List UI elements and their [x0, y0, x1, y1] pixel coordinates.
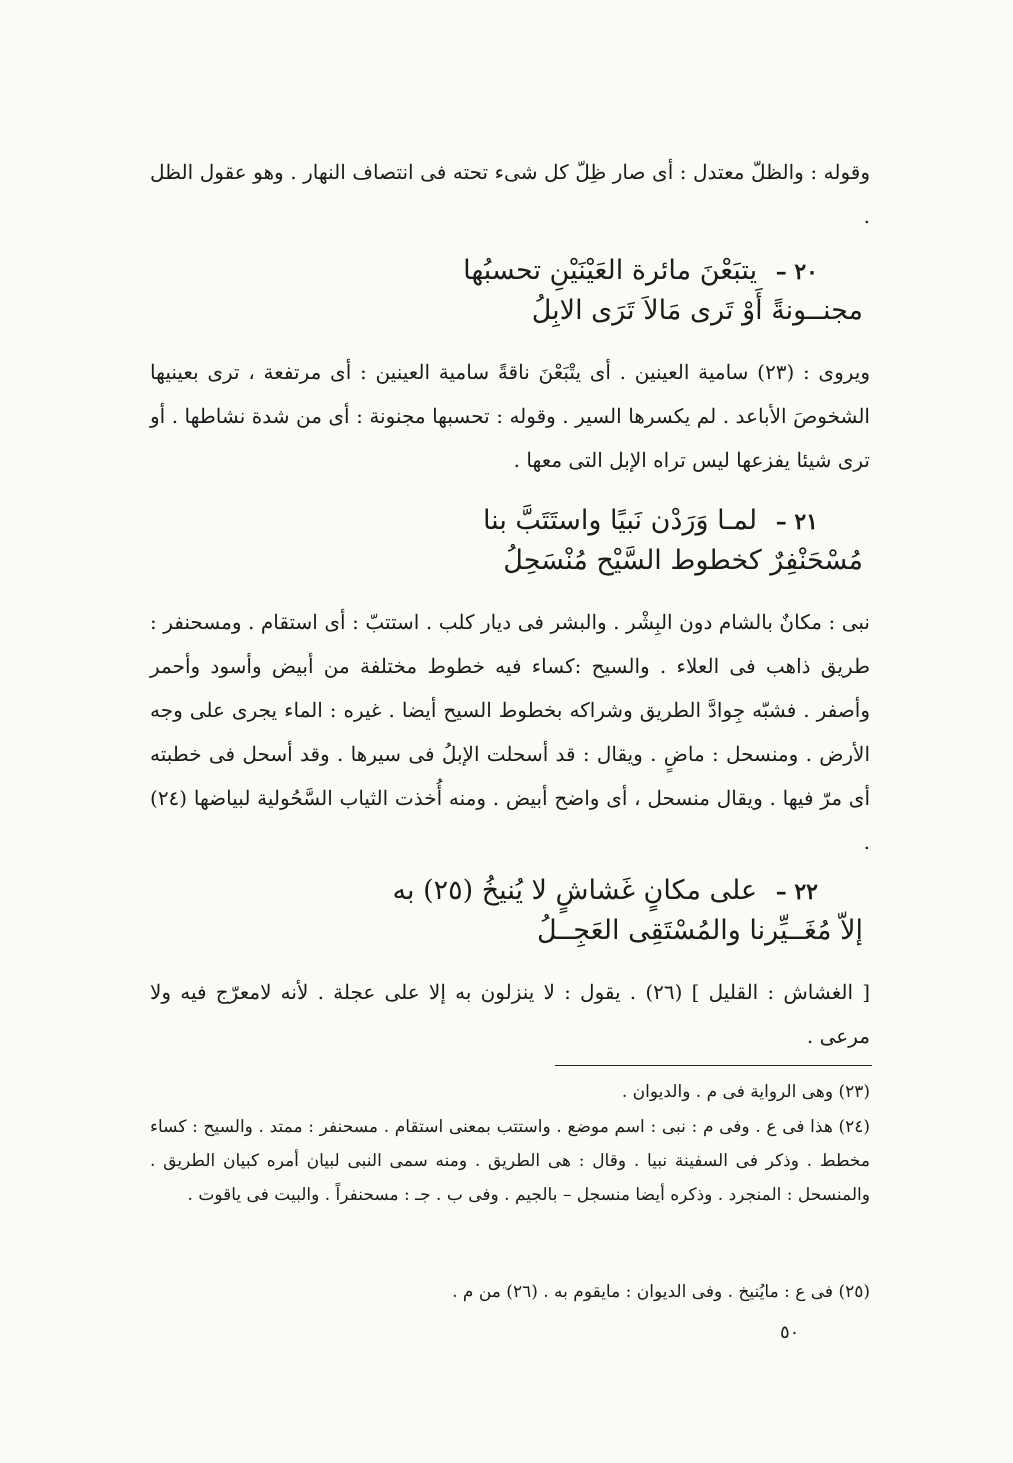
- verse-22-commentary: [ الغشاش : القليل ] (٢٦) . يقول : لا ينزلون به إلا على عجلة . لأنه لامعرّج فيه ولا مرعى .: [150, 980, 871, 1048]
- verse-22-number: ٢٢ –: [775, 879, 818, 905]
- verse-21-number: ٢١ –: [775, 509, 818, 535]
- verse-20-number: ٢٠ –: [775, 259, 818, 285]
- verse-22-second-hemistich: إلاّ مُغَــيِّرنا والمُسْتَقِى العَجِــلُ: [537, 915, 863, 946]
- verse-21-line-1: لمـا وَرَدْن نَبيًا واستَتَبَّ بنا: [482, 505, 758, 536]
- footnote-23: (٢٣) وهى الرواية فى م . والديوان .: [621, 1082, 870, 1102]
- page-number: ٥٠: [780, 1322, 800, 1343]
- verse-21-second-hemistich: مُسْحَنْفِرٌ كخطوط السَّيْح مُنْسَحِلُ: [503, 545, 863, 576]
- verse-22-line-1: على مكانٍ غَشاشٍ لا يُنيخُ (٢٥) به: [392, 875, 758, 906]
- verse-20-commentary: ويروى : (٢٣) سامية العينين . أى يتْبَعْنَ ناقةً سامية العينين : أى مرتفعة ، ترى بعينيها الشخوصَ الأباعد . لم يكسرها السير . وقوله : تحسبها مجنونة : أى من شدة نشاطها . أو ترى شيئا يفزعها ليس تراه الإبل التى معها .: [150, 360, 870, 472]
- verse-20-line-1: يتبَعْنَ مائرة العَيْنَيْنِ تحسبُها: [463, 255, 758, 286]
- footnote-24: (٢٤) هذا فى ع . وفى م : نبى : اسم موضع . واستتب بمعنى استقام . مسحنفر : ممتد . والسيح : كساء مخطط . وذكر فى السفينة نبيا . وقال : هى الطريق . ومنه سمى النبى لبيان أمره كبيان الطريق . والمنسحل : المنجرد . وذكره أيضا منسجل – بالجيم . وفى ب . جـ : مسحنفراً . والبيت فى ياقوت .: [150, 1117, 870, 1205]
- verse-22-first-hemistich: [393, 875, 819, 906]
- footnote-25-26: (٢٥) فى ع : مايُنيخ . وفى الديوان : مايقوم به . (٢٦) من م .: [452, 1282, 870, 1302]
- verse-21-commentary: نبى : مكانٌ بالشام دون البِشْر . والبشر فى ديار كلب . استتبّ : أى استقام . ومسحنفر : طريق ذاهب فى العلاء . والسيح :كساء فيه خطوط مختلفة من أبيض وأسود وأحمر وأصفر . فشبّه جِوادَّ الطريق وشراكه بخطوط السيح أيضا . غيره : الماء يجرى على وجه الأرض . ومنسحل : ماضٍ . ويقال : قد أسحلت الإبلُ فى سيرها . وقد أسحل فى خطبته أى مرّ فيها . ويقال منسحل ، أى واضح أبيض . ومنه أُخذت الثياب السَّحُولية لبياضها (٢٤) .: [150, 610, 870, 854]
- footnote-divider: [555, 1065, 872, 1066]
- verse-21-first-hemistich: [483, 505, 818, 536]
- intro-paragraph: وقوله : والظلّ معتدل : أى صار ظِلّ كل شىء تحته فى انتصاف النهار . وهو عقول الظل .: [150, 160, 870, 228]
- verse-20-first-hemistich: [463, 255, 818, 286]
- verse-20-second-hemistich: مجنــونةً أَوْ تَرى مَالاَ تَرَى الابِلُ: [531, 295, 863, 326]
